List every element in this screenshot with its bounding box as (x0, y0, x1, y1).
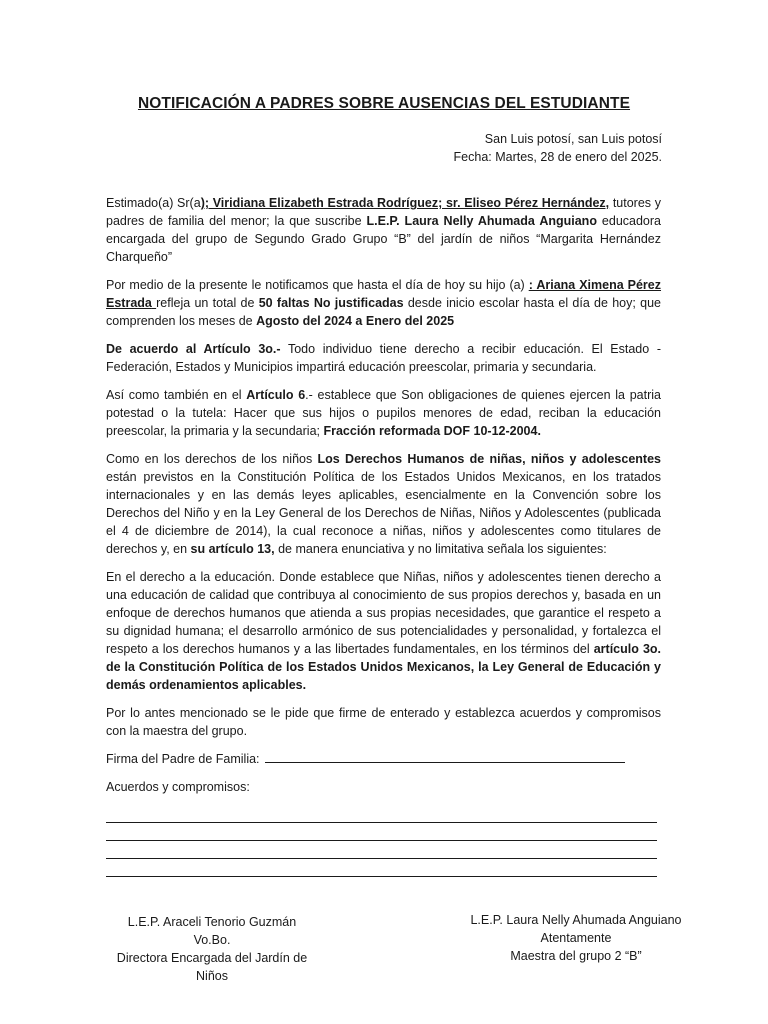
paragraph-right-to-education (106, 568, 661, 694)
director-role: Directora Encargada del Jardín de Niños (116, 951, 308, 983)
text-segment: Los Derechos Humanos de niñas, niños y adolescentes (317, 452, 661, 466)
date-line: Fecha: Martes, 28 de enero del 2025. (453, 150, 662, 164)
agreements-line-1[interactable] (106, 813, 657, 823)
text-segment: De acuerdo al Artículo 3o.- (106, 342, 281, 356)
text-segment: tutores y padres de familia del menor; la que suscribe (106, 196, 661, 228)
text-segment: 50 faltas No justificadas (258, 296, 404, 310)
text-segment: Como en los derechos de los niños (106, 452, 318, 466)
teacher-role: Maestra del grupo 2 “B” (510, 949, 642, 963)
text-segment: refleja un total de (156, 296, 259, 310)
parent-signature-label: Firma del Padre de Familia: (106, 752, 260, 766)
place-date-block (454, 130, 662, 166)
text-segment: L.E.P. Laura Nelly Ahumada Anguiano (366, 214, 597, 228)
agreements-label: Acuerdos y compromisos: (106, 780, 250, 794)
text-segment: : Ariana Ximena Pérez Estrada (106, 278, 662, 310)
text-segment: su artículo 13, (190, 542, 275, 556)
text-segment: Fracción reformada DOF 10-12-2004. (323, 424, 541, 438)
agreements-line-2[interactable] (106, 823, 657, 841)
text-segment: Estimado(a) Sr(a (106, 196, 201, 210)
teacher-closing: Atentamente (540, 931, 612, 945)
paragraph-article-3 (106, 340, 661, 376)
text-segment: están previstos en la Constitución Política de los Estados Unidos Mexicanos, en los tratados internacionales y en las demás leyes aplicables, esencialmente en la Convención sobre los Derechos del Niño y en la Ley General de los Derechos de Niñas, Niños y Adolescentes (publicada el 4 de diciembre de 2014), la cual reconoce a niñas, niños y adolescentes como titulares de derechos y, en (106, 470, 661, 556)
paragraph-request (106, 704, 661, 740)
text-segment: de manera enunciativa y no limitativa señala los siguientes: (274, 542, 607, 556)
text-segment: .- establece que Son obligaciones de quienes ejercen la patria potestad o la tutela: Hacer que sus hijos o pupilos menores de edad, reciban la educación preescolar, la primaria y la secundaria; (106, 388, 661, 438)
place-line: San Luis potosí, san Luis potosí (484, 132, 662, 146)
document-body (106, 194, 661, 877)
text-segment: Por medio de la presente le notificamos que hasta el día de hoy su hijo (a) (106, 278, 529, 292)
text-segment: ); Viridiana Elizabeth Estrada Rodríguez; sr. Eliseo Pérez Hernández, (200, 196, 610, 210)
parent-signature-field[interactable] (265, 750, 625, 763)
paragraph-article-6 (106, 386, 661, 440)
parent-signature-row (106, 750, 661, 768)
signature-block-teacher (466, 911, 686, 965)
text-segment: Así como también en el (106, 388, 247, 402)
text-segment: En el derecho a la educación. Donde establece que Niñas, niños y adolescentes tienen derecho a una educación de calidad que contribuya al conocimiento de sus propios derechos y, basada en un enfoque de derechos humanos que atienda a sus propias necesidades, que garantice el respeto a su dignidad humana; el desarrollo armónico de sus potencialidades y personalidad, y fortalezca el respeto a los derechos humanos y a las libertades fundamentales, en los términos del (106, 570, 661, 656)
text-segment: desde inicio escolar hasta el día de hoy; que comprenden los meses de (106, 296, 661, 328)
signature-block-director (100, 913, 324, 985)
text-segment: Todo individuo tiene derecho a recibir educación. El Estado - Federación, Estados y Municipios impartirá educación preescolar, primaria y secundaria. (106, 342, 661, 374)
paragraph-greeting (106, 194, 661, 266)
agreements-line-3[interactable] (106, 841, 657, 859)
text-segment: Por lo antes mencionado se le pide que firme de enterado y establezca acuerdos y compromisos con la maestra del grupo. (106, 706, 661, 738)
director-approval: Vo.Bo. (193, 933, 231, 947)
teacher-name: L.E.P. Laura Nelly Ahumada Anguiano (470, 913, 682, 927)
text-segment: Agosto del 2024 a Enero del 2025 (256, 314, 455, 328)
document-title: NOTIFICACIÓN A PADRES SOBRE AUSENCIAS DEL ESTUDIANTE (137, 95, 631, 112)
text-segment: Artículo 6 (246, 388, 306, 402)
agreements-line-4[interactable] (106, 859, 657, 877)
director-name: L.E.P. Araceli Tenorio Guzmán (127, 915, 297, 929)
text-segment: artículo 3o. de la Constitución Política de los Estados Unidos Mexicanos, la Ley General de Educación y demás ordenamientos aplicables. (106, 642, 662, 692)
paragraph-childrens-rights (106, 450, 661, 558)
text-segment: educadora encargada del grupo de Segundo Grado Grupo “B” del jardín de niños “Margarita Hernández Charqueño” (106, 214, 661, 264)
paragraph-absences (106, 276, 661, 330)
